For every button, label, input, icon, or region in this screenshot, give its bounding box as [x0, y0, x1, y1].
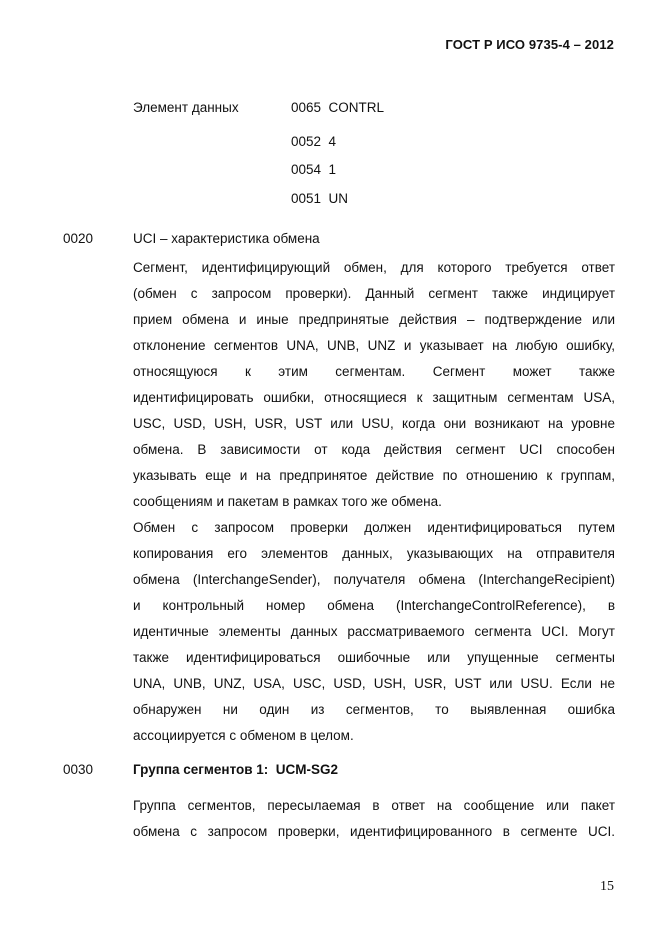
text-line: Группа сегментов, пересылаемая в ответ на сообщение или пакет	[133, 798, 615, 813]
paragraph	[133, 255, 615, 515]
text-line: также идентифицироваться ошибочные или упущенные сегменты	[133, 650, 615, 665]
section-number: 0020	[63, 231, 94, 246]
text-line: обмена (InterchangeSender), получателя обмена (InterchangeRecipient)	[133, 572, 615, 587]
text-line: обмена с запросом проверки, идентифицированного в сегменте UCI.	[133, 824, 615, 839]
text-line: отклонение сегментов UNA, UNB, UNZ и указывает на любую ошибку,	[133, 338, 615, 353]
paragraph	[133, 515, 615, 749]
section-number: 0030	[63, 762, 94, 777]
paragraph	[133, 793, 615, 845]
text-line: копирования его элементов данных, указывающих на отправителя	[133, 546, 615, 561]
data-element-label: Элемент данных	[133, 100, 239, 115]
text-line: и контрольный номер обмена (InterchangeControlReference), в	[133, 598, 615, 613]
text-line: Сегмент, идентифицирующий обмен, для которого требуется ответ	[133, 260, 615, 275]
section-heading: Группа сегментов 1: UCM-SG2	[133, 762, 339, 777]
text-line: ассоциируется с обменом в целом.	[133, 728, 354, 743]
text-line: указывать еще и на предпринятое действие по отношению к группам,	[133, 468, 615, 483]
data-element-value: 0051 UN	[291, 191, 349, 206]
page-number: 15	[600, 879, 614, 894]
data-element-value: 0052 4	[291, 134, 337, 149]
text-line: (обмен с запросом проверки). Данный сегмент также индицирует	[133, 286, 615, 301]
text-line: USC, USD, USH, USR, UST или USU, когда они возникают на уровне	[133, 416, 615, 431]
text-line: относящуюся к этим сегментам. Сегмент может также	[133, 364, 615, 379]
text-line: идентифицировать ошибки, относящиеся к защитным сегментам USA,	[133, 390, 615, 405]
text-line: сообщениям и пакетам в рамках того же обмена.	[133, 494, 442, 509]
text-line: Обмен с запросом проверки должен идентифицироваться путем	[133, 520, 615, 535]
text-line: UNA, UNB, UNZ, USA, USC, USD, USH, USR, UST или USU. Если не	[133, 676, 615, 691]
data-element-value: 0065 CONTRL	[291, 100, 385, 115]
text-line: идентичные элементы данных рассматриваемого сегмента UCI. Могут	[133, 624, 615, 639]
text-line: прием обмена и иные предпринятые действия – подтверждение или	[133, 312, 615, 327]
text-line: обмена. В зависимости от кода действия сегмент UCI способен	[133, 442, 615, 457]
text-line: обнаружен ни один из сегментов, то выявленная ошибка	[133, 702, 615, 717]
document-header: ГОСТ Р ИСО 9735-4 – 2012	[445, 37, 614, 52]
section-heading: UCI – характеристика обмена	[133, 231, 320, 246]
data-element-value: 0054 1	[291, 162, 337, 177]
